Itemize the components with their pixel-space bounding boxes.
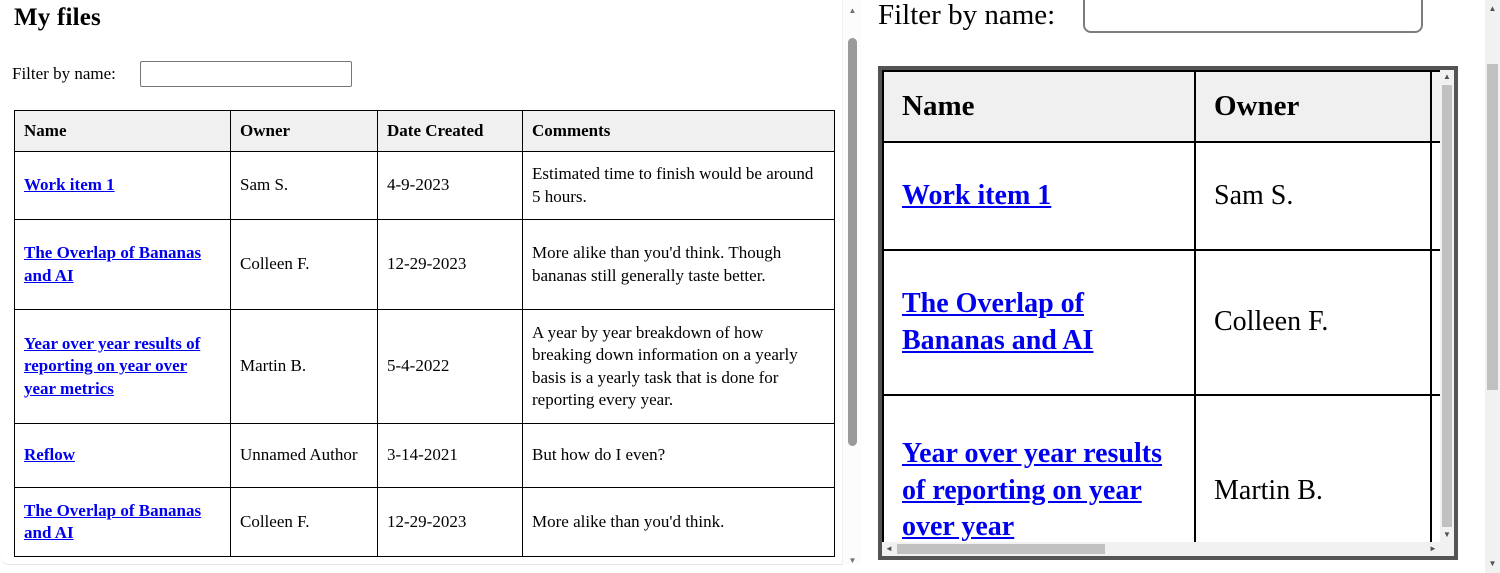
clipped-cell bbox=[1431, 142, 1440, 250]
file-link[interactable]: Reflow bbox=[24, 445, 75, 465]
column-header-name: Name bbox=[15, 111, 231, 152]
page-scrollbar-thumb[interactable] bbox=[1487, 64, 1498, 390]
file-link[interactable]: Year over year results of reporting on year over year bbox=[902, 437, 1162, 542]
date-cell: 12-29-2023 bbox=[378, 220, 523, 310]
scrollable-table-container bbox=[878, 66, 1458, 560]
comments-cell: Estimated time to finish would be around 5 hours. bbox=[523, 152, 835, 220]
table-hscroll-thumb[interactable] bbox=[897, 544, 1105, 554]
clipped-cell bbox=[1431, 395, 1440, 542]
column-header-clipped bbox=[1431, 71, 1440, 142]
date-cell: 5-4-2022 bbox=[378, 310, 523, 424]
table-row bbox=[883, 142, 1440, 250]
file-link[interactable]: The Overlap of Bananas and AI bbox=[24, 500, 202, 542]
table-vscroll-thumb[interactable] bbox=[1442, 85, 1452, 527]
scroll-up-icon[interactable]: ▲ bbox=[1488, 4, 1497, 13]
clipped-cell bbox=[1431, 250, 1440, 395]
column-header-comments: Comments bbox=[523, 111, 835, 152]
date-cell: 4-9-2023 bbox=[378, 152, 523, 220]
files-page-zoomed-view bbox=[866, 0, 1485, 573]
owner-cell: Colleen F. bbox=[231, 488, 378, 557]
table-row bbox=[883, 250, 1440, 395]
file-link[interactable]: Work item 1 bbox=[902, 179, 1052, 211]
file-link[interactable]: Work item 1 bbox=[24, 175, 115, 195]
file-link[interactable]: Year over year results of reporting on year over year metrics bbox=[24, 334, 201, 398]
table-row bbox=[15, 488, 835, 557]
filter-input[interactable] bbox=[1083, 0, 1423, 33]
filter-input[interactable] bbox=[140, 61, 352, 87]
table-vertical-scrollbar[interactable] bbox=[1440, 70, 1454, 542]
table-header-row bbox=[15, 111, 835, 152]
column-header-name: Name bbox=[883, 71, 1195, 142]
table-row bbox=[15, 310, 835, 424]
comments-cell: A year by year breakdown of how breaking down information on a yearly basis is a yearly task that is done for reporting every year. bbox=[523, 310, 835, 424]
owner-cell: Colleen F. bbox=[231, 220, 378, 310]
date-cell: 3-14-2021 bbox=[378, 424, 523, 488]
comments-cell: More alike than you'd think. bbox=[523, 488, 835, 557]
scroll-up-icon[interactable]: ▲ bbox=[1443, 72, 1451, 81]
table-horizontal-scrollbar[interactable] bbox=[882, 542, 1440, 556]
column-header-owner: Owner bbox=[1195, 71, 1431, 142]
scrollbar-corner bbox=[1440, 542, 1454, 556]
comments-cell: But how do I even? bbox=[523, 424, 835, 488]
file-link[interactable]: The Overlap of Bananas and AI bbox=[24, 243, 202, 285]
filter-label: Filter by name: bbox=[12, 64, 116, 83]
table-row bbox=[15, 220, 835, 310]
owner-cell: Unnamed Author bbox=[231, 424, 378, 488]
page-vertical-scrollbar[interactable] bbox=[1485, 0, 1500, 573]
file-link[interactable]: The Overlap of Bananas and AI bbox=[902, 287, 1094, 356]
date-cell: 12-29-2023 bbox=[378, 488, 523, 557]
left-scrollbar-thumb[interactable] bbox=[848, 38, 857, 446]
table-row bbox=[15, 152, 835, 220]
scroll-up-icon[interactable]: ▲ bbox=[848, 6, 857, 15]
scroll-down-icon[interactable]: ▼ bbox=[848, 556, 857, 565]
owner-cell: Sam S. bbox=[1195, 142, 1431, 250]
owner-cell: Sam S. bbox=[231, 152, 378, 220]
table-row bbox=[15, 424, 835, 488]
owner-cell: Colleen F. bbox=[1195, 250, 1431, 395]
table-header-row bbox=[883, 71, 1440, 142]
page-title: My files bbox=[14, 4, 101, 31]
left-view-vertical-scrollbar[interactable] bbox=[842, 0, 861, 565]
owner-cell: Martin B. bbox=[231, 310, 378, 424]
owner-cell: Martin B. bbox=[1195, 395, 1431, 542]
scroll-right-icon[interactable]: ► bbox=[1429, 544, 1437, 553]
comments-cell: More alike than you'd think. Though bananas still generally taste better. bbox=[523, 220, 835, 310]
column-header-date-created: Date Created bbox=[378, 111, 523, 152]
table-row bbox=[883, 395, 1440, 542]
table-viewport bbox=[882, 70, 1440, 542]
scroll-left-icon[interactable]: ◄ bbox=[885, 544, 893, 553]
filter-label: Filter by name: bbox=[878, 0, 1056, 31]
scroll-down-icon[interactable]: ▼ bbox=[1488, 559, 1497, 568]
files-table bbox=[882, 70, 1440, 542]
files-table bbox=[14, 110, 835, 557]
scroll-down-icon[interactable]: ▼ bbox=[1443, 530, 1451, 539]
column-header-owner: Owner bbox=[231, 111, 378, 152]
